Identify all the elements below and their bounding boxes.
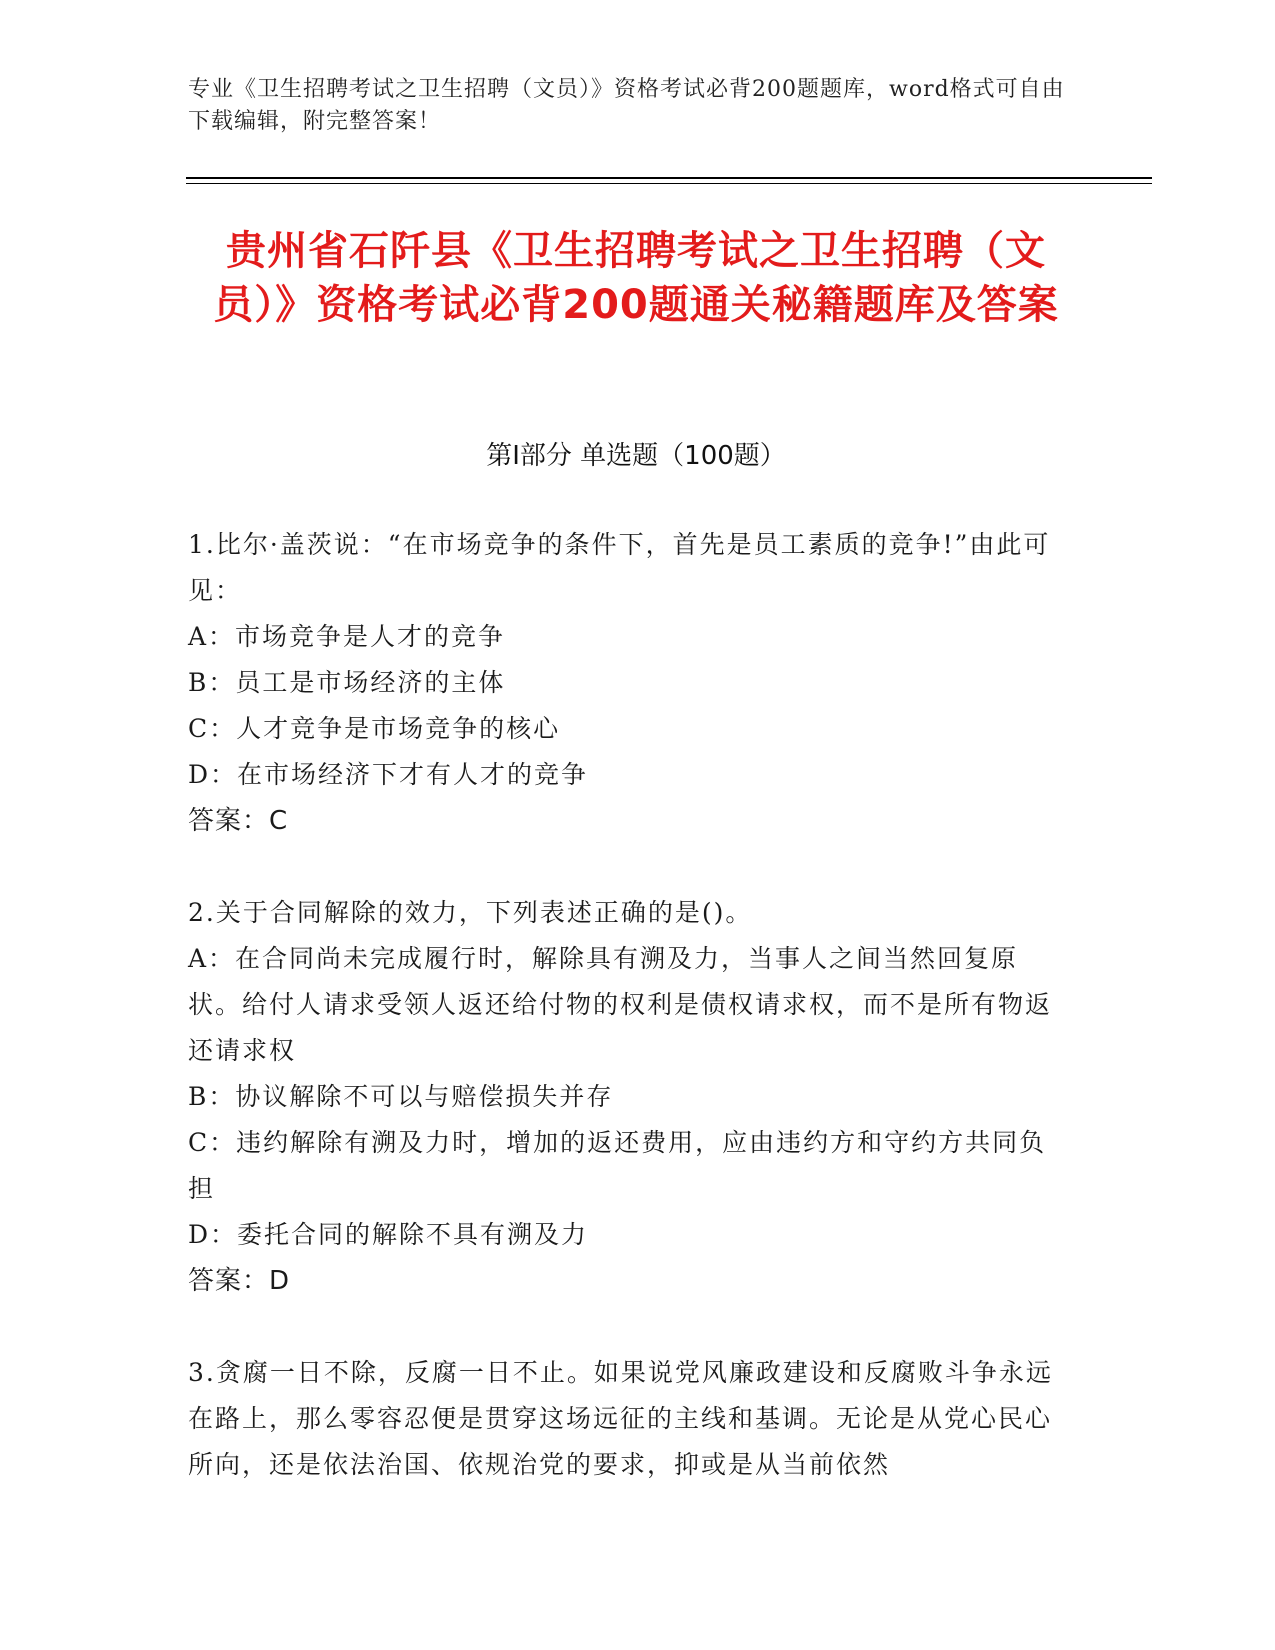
document-title: 贵州省石阡县《卫生招聘考试之卫生招聘（文员）》资格考试必背200题通关秘籍题库及答案 <box>213 228 1059 328</box>
header-divider-thin <box>186 183 1152 184</box>
question-3 <box>188 1350 1068 1488</box>
section-title: 第Ⅰ部分 单选题（100题） <box>486 441 786 471</box>
question-2 <box>188 890 1068 1304</box>
answer-line: 答案：C <box>188 806 289 836</box>
question-stem: 2.关于合同解除的效力，下列表述正确的是()。 <box>188 898 753 927</box>
question-stem: 1.比尔·盖茨说：“在市场竞争的条件下，首先是员工素质的竞争!”由此可见： <box>188 530 1051 605</box>
option-d: D：在市场经济下才有人才的竞争 <box>188 760 589 789</box>
header-divider-thick <box>186 177 1152 179</box>
option-b: B：员工是市场经济的主体 <box>188 668 506 697</box>
option-c: C：人才竞争是市场竞争的核心 <box>188 714 561 743</box>
question-list <box>188 522 1068 1534</box>
option-a: A：在合同尚未完成履行时，解除具有溯及力，当事人之间当然回复原状。给付人请求受领人返还给付物的权利是债权请求权，而不是所有物返还请求权 <box>188 944 1053 1065</box>
option-c: C：违约解除有溯及力时，增加的返还费用，应由违约方和守约方共同负担 <box>188 1128 1047 1203</box>
header-note: 专业《卫生招聘考试之卫生招聘（文员）》资格考试必背200题题库，word格式可自由下载编辑，附完整答案！ <box>188 77 1065 134</box>
option-d: D：委托合同的解除不具有溯及力 <box>188 1220 589 1249</box>
option-b: B：协议解除不可以与赔偿损失并存 <box>188 1082 614 1111</box>
question-1 <box>188 522 1068 844</box>
question-stem: 3.贪腐一日不除，反腐一日不止。如果说党风廉政建设和反腐败斗争永远在路上，那么零容忍便是贯穿这场远征的主线和基调。无论是从党心民心所向，还是依法治国、依规治党的要求，抑或是从当前依然 <box>188 1358 1053 1479</box>
option-a: A：市场竞争是人才的竞争 <box>188 622 506 651</box>
answer-line: 答案：D <box>188 1266 291 1296</box>
